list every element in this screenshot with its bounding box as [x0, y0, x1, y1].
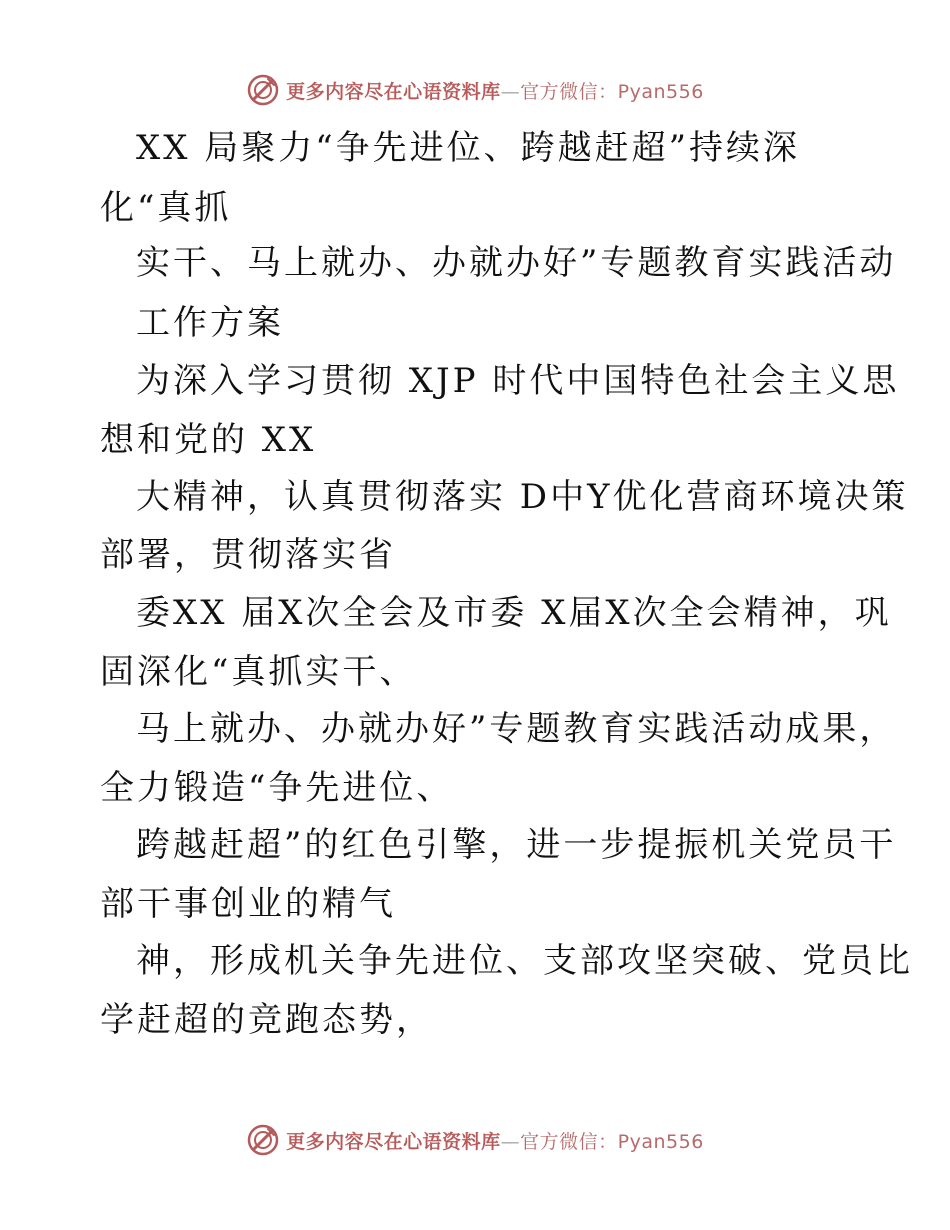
doc-line-2: 化“真抓 — [100, 188, 232, 228]
doc-line-13: 跨越赶超”的红色引擎，进一步提振机关党员干 — [136, 825, 897, 865]
doc-line-9: 委XX 届X次全会及市委 X届X次全会精神，巩 — [136, 593, 892, 633]
banner-dash: — — [500, 80, 521, 103]
doc-line-4: 工作方案 — [136, 303, 284, 343]
banner-content — [246, 1123, 704, 1157]
doc-line-12: 全力锻造“争先进位、 — [100, 768, 454, 808]
doc-line-7: 大精神，认真贯彻落实 D中Y优化营商环境决策 — [136, 477, 909, 517]
doc-line-3: 实干、马上就办、办就办好”专题教育实践活动 — [136, 243, 897, 283]
doc-line-5: 为深入学习贯彻 XJP 时代中国特色社会主义思 — [136, 361, 900, 401]
doc-line-8: 部署，贯彻落实省 — [100, 535, 396, 575]
banner-content — [246, 73, 704, 107]
brand-logo-icon — [246, 73, 280, 107]
doc-line-1: XX 局聚力“争先进位、跨越赶超”持续深 — [136, 128, 800, 168]
banner-text — [286, 1127, 704, 1154]
doc-line-6: 想和党的 XX — [100, 420, 317, 460]
header-watermark-banner — [0, 72, 950, 108]
banner-slogan: 更多内容尽在心语资料库 — [286, 1130, 501, 1153]
doc-line-16: 学赶超的竞跑态势， — [100, 1000, 433, 1040]
doc-line-14: 部干事创业的精气 — [100, 884, 396, 924]
doc-line-11: 马上就办、办就办好”专题教育实践活动成果， — [136, 709, 897, 749]
banner-slogan: 更多内容尽在心语资料库 — [286, 80, 501, 103]
doc-line-10: 固深化“真抓实干、 — [100, 652, 417, 692]
banner-text — [286, 77, 704, 104]
banner-wechat: 官方微信：Pyan556 — [520, 1130, 704, 1153]
banner-dash: — — [500, 1130, 521, 1153]
banner-wechat: 官方微信：Pyan556 — [520, 80, 704, 103]
doc-line-15: 神，形成机关争先进位、支部攻坚突破、党员比 — [136, 941, 913, 981]
brand-logo-icon — [246, 1123, 280, 1157]
footer-watermark-banner — [0, 1122, 950, 1158]
